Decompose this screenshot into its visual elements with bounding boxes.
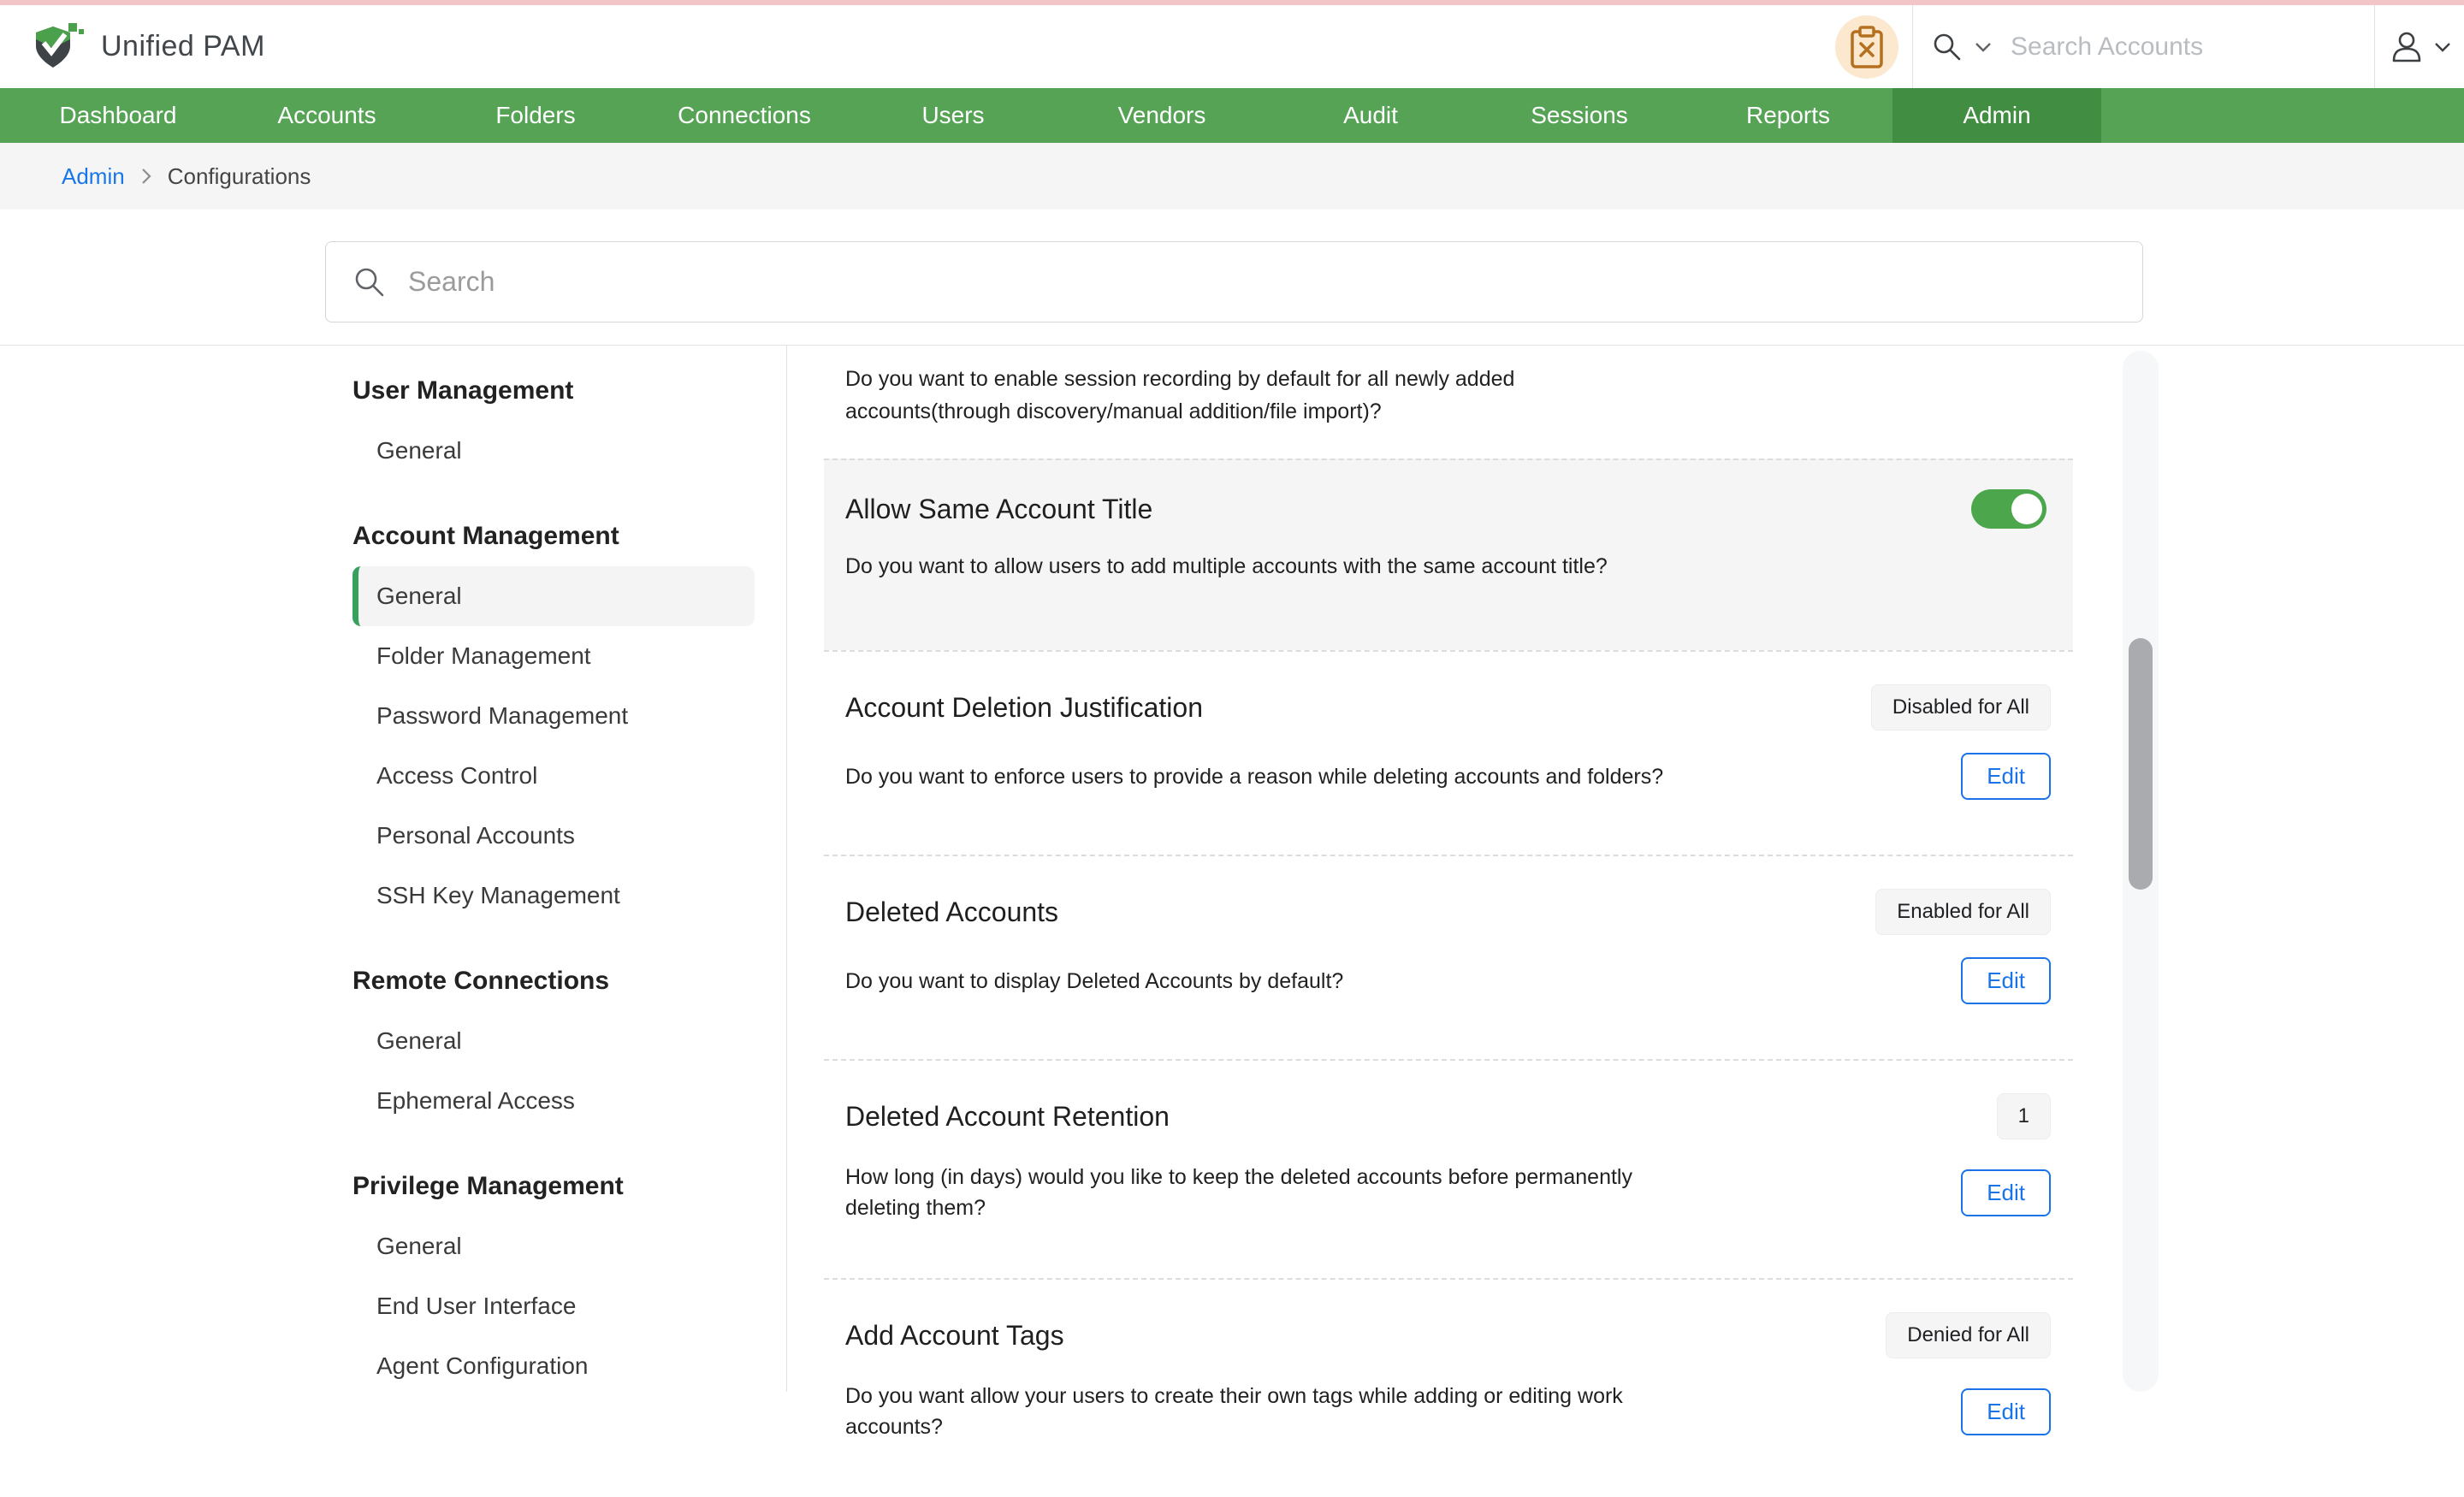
nav-item-folders[interactable]: Folders (495, 102, 576, 128)
setting-title: Deleted Accounts (845, 896, 1059, 927)
sidebar-item-privilege-general[interactable]: General (376, 1233, 462, 1259)
scrollbar-thumb[interactable] (2129, 638, 2153, 890)
setting-question-session-recording: Do you want to enable session recording by default for all newly added accounts(through discovery/manual addition/file import)? (845, 367, 1515, 423)
global-search[interactable] (1913, 5, 2374, 88)
sidebar-item-ssh-key-management[interactable]: SSH Key Management (376, 882, 620, 908)
edit-button[interactable]: Edit (1961, 1169, 2051, 1216)
sidebar-section-account-management: Account Management (352, 522, 619, 550)
setting-title: Account Deletion Justification (845, 692, 1203, 723)
setting-row-account-deletion-justification (824, 650, 2073, 855)
sidebar-section-remote-connections: Remote Connections (352, 967, 610, 995)
sidebar-item-password-management[interactable]: Password Management (376, 702, 629, 729)
settings-sidebar (0, 346, 787, 1392)
sidebar-item-folder-management[interactable]: Folder Management (376, 642, 591, 669)
nav-item-sessions[interactable]: Sessions (1531, 102, 1628, 128)
sidebar-item-ephemeral-access[interactable]: Ephemeral Access (376, 1087, 575, 1114)
edit-button[interactable]: Edit (1961, 957, 2051, 1004)
app-title: Unified PAM (101, 30, 265, 62)
sidebar-item-personal-accounts[interactable]: Personal Accounts (376, 822, 575, 849)
nav-item-audit[interactable]: Audit (1343, 102, 1398, 128)
setting-question: Do you want to display Deleted Accounts by default? (845, 968, 1344, 993)
search-icon (1930, 30, 1964, 64)
setting-row-deleted-accounts (824, 855, 2073, 1059)
setting-title: Deleted Account Retention (845, 1101, 1170, 1132)
scrollbar-track[interactable] (2123, 351, 2159, 1392)
chevron-down-icon (2434, 41, 2451, 53)
main-area (0, 346, 2464, 1439)
sidebar-section-user-management: User Management (352, 376, 574, 405)
setting-row-add-account-tags (824, 1278, 2073, 1497)
nav-item-accounts[interactable]: Accounts (277, 102, 376, 128)
task-clipboard-icon[interactable] (1835, 15, 1898, 79)
sidebar-item-account-general[interactable]: General (352, 566, 755, 626)
settings-search-box[interactable] (325, 241, 2143, 322)
nav-item-connections[interactable]: Connections (678, 102, 811, 128)
nav-item-vendors[interactable]: Vendors (1117, 102, 1206, 128)
nav-item-reports[interactable]: Reports (1745, 102, 1831, 128)
toggle-allow-same-account-title[interactable] (1971, 489, 2046, 529)
settings-search-panel (0, 210, 2464, 346)
brand[interactable] (31, 21, 265, 74)
setting-question: Do you want to allow users to add multiple accounts with the same account title? (845, 554, 1608, 578)
main-nav (0, 88, 2464, 143)
setting-row-deleted-account-retention (824, 1059, 2073, 1278)
sidebar-item-remote-general[interactable]: General (376, 1027, 462, 1054)
breadcrumb-current: Configurations (167, 163, 311, 189)
nav-item-dashboard[interactable]: Dashboard (59, 102, 177, 128)
sidebar-item-access-control[interactable]: Access Control (376, 762, 538, 789)
breadcrumb-admin-link[interactable]: Admin (62, 163, 125, 189)
shield-logo-icon (31, 21, 86, 74)
status-badge: Disabled for All (1871, 684, 2051, 731)
toggle-knob (2011, 494, 2042, 524)
edit-button[interactable]: Edit (1961, 753, 2051, 800)
app-header (0, 5, 2464, 88)
status-badge: Denied for All (1886, 1312, 2051, 1358)
setting-question: How long (in days) would you like to keep the deleted accounts before permanently deleting them? (845, 1165, 1632, 1220)
chevron-down-icon[interactable] (1975, 41, 1992, 53)
setting-question: Do you want to enforce users to provide a reason while deleting accounts and folders? (845, 764, 1664, 789)
sidebar-item-user-general[interactable]: General (376, 437, 462, 464)
user-icon (2388, 28, 2426, 66)
search-icon (352, 264, 388, 300)
header-actions (1835, 5, 2464, 88)
chevron-right-icon (140, 168, 152, 185)
sidebar-section-privilege-management: Privilege Management (352, 1172, 624, 1200)
edit-button[interactable]: Edit (1961, 1388, 2051, 1435)
setting-question: Do you want allow your users to create their own tags while adding or editing work accounts? (845, 1384, 1623, 1439)
global-search-input[interactable] (2009, 32, 2320, 62)
nav-item-users[interactable]: Users (921, 102, 985, 128)
sidebar-item-end-user-interface[interactable]: End User Interface (376, 1293, 577, 1319)
settings-search-input[interactable] (406, 265, 2142, 299)
settings-content (824, 346, 2073, 1497)
setting-title: Allow Same Account Title (845, 494, 1153, 524)
nav-item-admin[interactable]: Admin (1892, 88, 2101, 143)
status-badge: Enabled for All (1875, 889, 2051, 935)
setting-title: Add Account Tags (845, 1320, 1064, 1351)
sidebar-item-agent-configuration[interactable]: Agent Configuration (376, 1352, 589, 1379)
breadcrumb (0, 143, 2464, 210)
status-badge: 1 (1997, 1093, 2051, 1139)
user-menu[interactable] (2375, 28, 2464, 66)
setting-row-allow-same-account-title (824, 459, 2073, 650)
